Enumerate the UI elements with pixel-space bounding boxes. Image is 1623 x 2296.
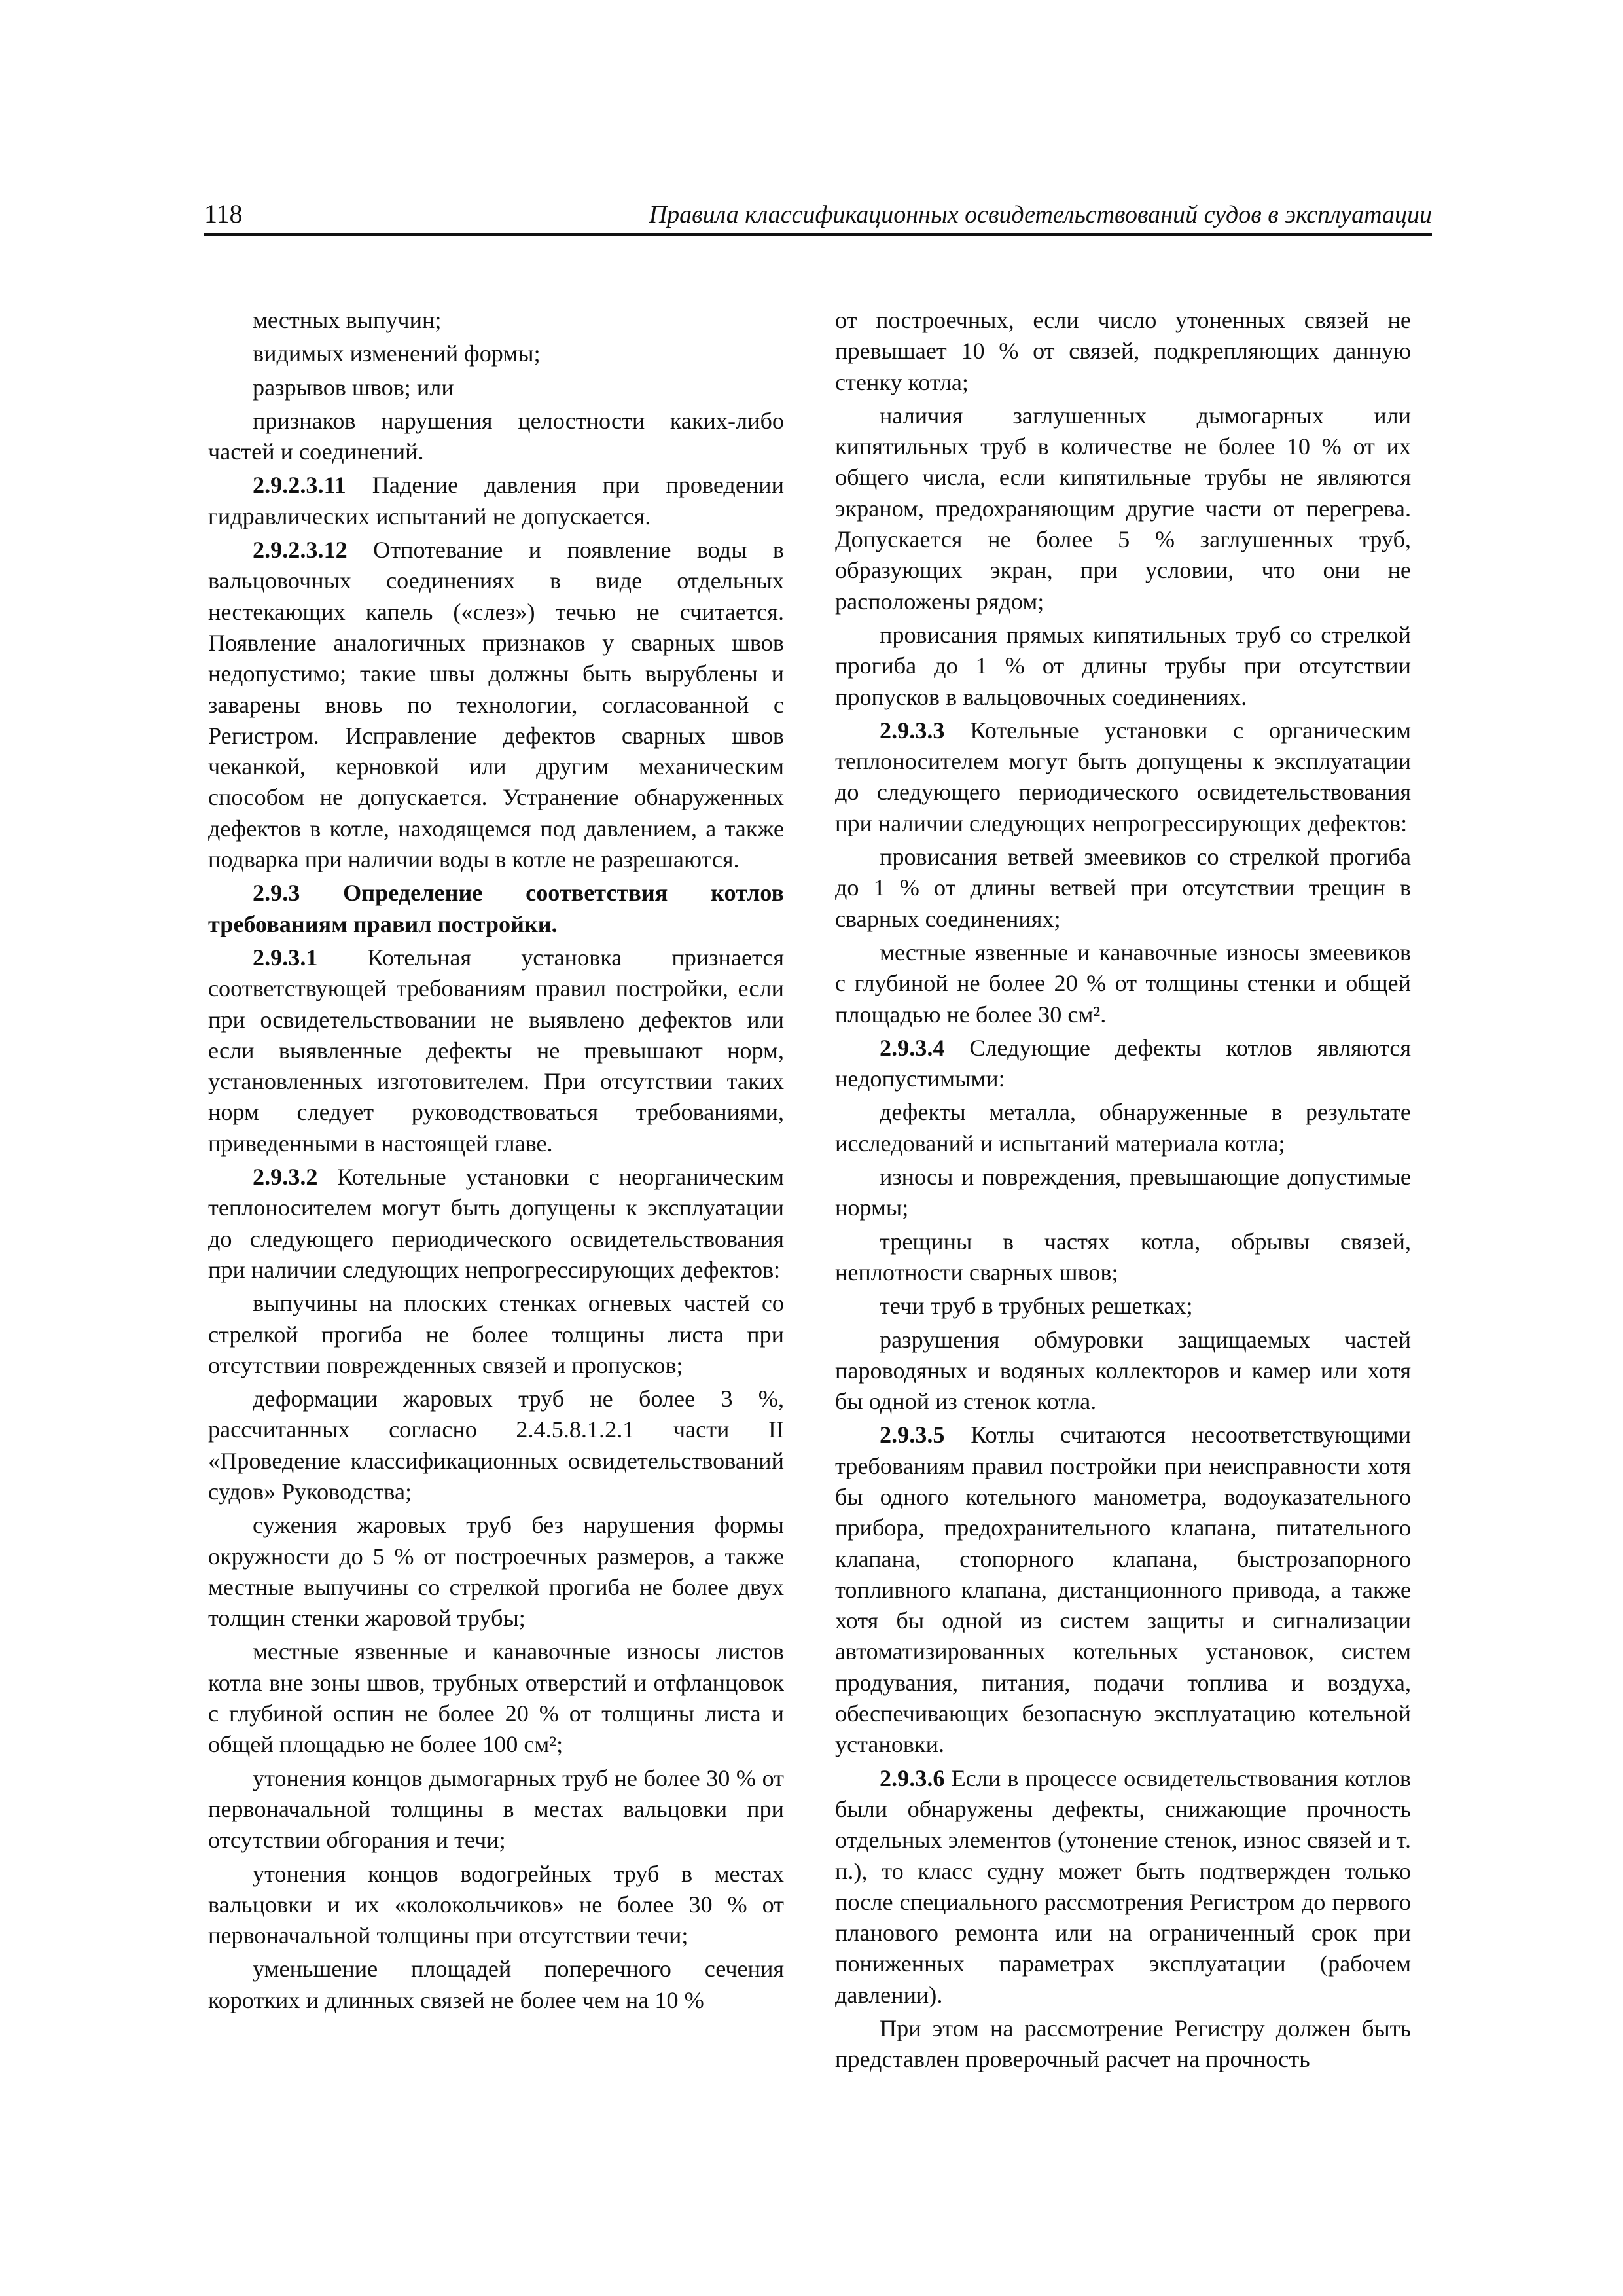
paragraph-text: видимых изменений формы; — [253, 340, 541, 367]
paragraph-text: разрушения обмуровки защищаемых частей пароводяных и водяных коллекторов и камер или хотя бы одной из стенок котла. — [835, 1326, 1411, 1415]
paragraph — [208, 470, 784, 532]
paragraph-text: износы и повреждения, превышающие допустимые нормы; — [835, 1164, 1411, 1221]
paragraph-text: трещины в частях котла, обрывы связей, неплотности сварных швов; — [835, 1228, 1411, 1285]
paragraph — [208, 1859, 784, 1952]
clause-number: 2.9.2.3.11 — [253, 472, 346, 499]
paragraph — [208, 1510, 784, 1634]
paragraph — [208, 1636, 784, 1760]
paragraph — [208, 878, 784, 940]
clause-number: 2.9.3.1 — [253, 944, 318, 971]
paragraph-text: местные язвенные и канавочные износы змеевиков с глубиной не более 20 % от толщины стенки и общей площадью не более 30 см². — [835, 939, 1411, 1028]
paragraph-text: сужения жаровых труб без нарушения формы окружности до 5 % от построечных размеров, а также местные выпучины со стрелкой прогиба не более двух толщин стенки жаровой трубы; — [208, 1512, 784, 1632]
paragraph-text: уменьшение площадей поперечного сечения коротких и длинных связей не более чем на 10 % — [208, 1956, 784, 2013]
paragraph-text: утонения концов водогрейных труб в местах вальцовки и их «колокольчиков» не более 30 % от первоначальной толщины при отсутствии течи; — [208, 1860, 784, 1949]
paragraph — [835, 1763, 1411, 2011]
paragraph-text: выпучины на плоских стенках огневых частей со стрелкой прогиба не более толщины листа при отсутствии поврежденных связей и пропусков; — [208, 1290, 784, 1378]
paragraph — [835, 715, 1411, 839]
paragraph — [835, 620, 1411, 713]
paragraph — [208, 305, 784, 336]
paragraph-text: Если в процессе освидетельствования котлов были обнаружены дефекты, снижающие прочность отдельных элементов (утонение стенок, износ связей и т. п.), то класс судну может быть подтвержден только после специального рассмотрения Регистром до первого планового ремонта или на ограниченный срок при пониженных параметрах эксплуатации (рабочем давлении). — [835, 1765, 1411, 2008]
paragraph — [835, 305, 1411, 398]
paragraph — [208, 1763, 784, 1856]
paragraph-text: от построечных, если число утоненных связей не превышает 10 % от связей, подкрепляющих данную стенку котла; — [835, 307, 1411, 395]
paragraph-text: местных выпучин; — [253, 307, 442, 333]
paragraph — [208, 535, 784, 875]
paragraph-text: местные язвенные и канавочные износы листов котла вне зоны швов, трубных отверстий и отфланцовок с глубиной оспин не более 20 % от толщины листа и общей площадью не более 100 см²; — [208, 1638, 784, 1758]
paragraph-text: течи труб в трубных решетках; — [880, 1293, 1193, 1319]
paragraph-text: провисания прямых кипятильных труб со стрелкой прогиба до 1 % от длины трубы при отсутствии пропусков в вальцовочных соединениях. — [835, 621, 1411, 710]
paragraph — [835, 1291, 1411, 1321]
paragraph-text: признаков нарушения целостности каких-либо частей и соединений. — [208, 407, 784, 465]
page-number: 118 — [204, 199, 243, 228]
clause-number: 2.9.3 — [253, 880, 300, 906]
clause-number: 2.9.3.6 — [880, 1765, 945, 1791]
clause-number: 2.9.3.4 — [880, 1034, 945, 1061]
left-column — [208, 305, 784, 2018]
paragraph-text: Котельная установка признается соответствующей требованиям правил постройки, если при освидетельствовании не выявлено дефектов или если выявленные дефекты не превышают норм, установленных изготовителем. При отсутствии таких норм следует руководствоваться требованиями, приведенными в настоящей главе. — [208, 944, 784, 1157]
paragraph-text: Котельные установки с неорганическим теплоносителем могут быть допущены к эксплуатации до следующего периодического освидетельствования при наличии следующих непрогрессирующих дефектов: — [208, 1164, 784, 1283]
paragraph-text: утонения концов дымогарных труб не более 30 % от первоначальной толщины в местах вальцовки при отсутствии обгорания и течи; — [208, 1765, 784, 1854]
paragraph — [835, 1420, 1411, 1760]
clause-number: 2.9.3.2 — [253, 1164, 318, 1191]
paragraph — [835, 1227, 1411, 1289]
clause-number: 2.9.3.3 — [880, 717, 945, 744]
paragraph — [208, 1288, 784, 1381]
paragraph-text: Следующие дефекты котлов являются недопустимыми: — [835, 1034, 1411, 1092]
right-column — [835, 305, 1411, 2078]
paragraph — [208, 1384, 784, 1507]
clause-number: 2.9.3.5 — [880, 1422, 945, 1448]
paragraph — [208, 406, 784, 468]
paragraph-text: деформации жаровых труб не более 3 %, рассчитанных согласно 2.4.5.8.1.2.1 части II «Проведение классификационных освидетельствований судов» Руководства; — [208, 1386, 784, 1505]
paragraph — [835, 401, 1411, 617]
paragraph-text: дефекты металла, обнаруженные в результате исследований и испытаний материала котла; — [835, 1099, 1411, 1157]
paragraph — [835, 1033, 1411, 1095]
paragraph-text: При этом на рассмотрение Регистру должен быть представлен проверочный расчет на прочность — [835, 2015, 1411, 2073]
paragraph — [835, 1325, 1411, 1418]
running-title: Правила классификационных освидетельствований судов в эксплуатации — [649, 201, 1432, 228]
paragraph-text: Отпотевание и появление воды в вальцовочных соединениях в виде отдельных нестекающих капель («слез») течью не считается. Появление аналогичных признаков у сварных швов недопустимо; такие швы должны быть вырублены и заварены вновь по технологии, согласованной с Регистром. Исправление дефектов сварных швов чеканкой, керновкой или другим механическим способом не допускается. Устранение обнаруженных дефектов в котле, находящемся под давлением, а также подварка при наличии воды в котле не разрешаются. — [208, 537, 784, 873]
paragraph — [208, 942, 784, 1159]
paragraph — [208, 338, 784, 369]
paragraph-text: Определение соответствия котлов требованиям правил постройки. — [208, 880, 784, 937]
paragraph — [835, 937, 1411, 1030]
paragraph — [835, 2013, 1411, 2075]
paragraph-text: наличия заглушенных дымогарных или кипятильных труб в количестве не более 10 % от их общего числа, если кипятильные трубы не являются экраном, предохраняющим другие части от перегрева. Допускается не более 5 % заглушенных труб, образующих экран, при условии, что они не расположены рядом; — [835, 402, 1411, 615]
paragraph-text: Котельные установки с органическим теплоносителем могут быть допущены к эксплуатации до следующего периодического освидетельствования при наличии следующих непрогрессирующих дефектов: — [835, 717, 1411, 836]
page-header — [204, 196, 1432, 236]
paragraph-text: Падение давления при проведении гидравлических испытаний не допускается. — [208, 472, 784, 529]
paragraph — [835, 842, 1411, 935]
paragraph-text: Котлы считаются несоответствующими требованиям правил постройки при неисправности хотя бы одного котельного манометра, водоуказательного прибора, предохранительного клапана, питательного клапана, стопорного клапана, быстрозапорного топливного клапана, дистанционного привода, а также хотя бы одной из систем защиты и сигнализации автоматизированных котельных установок, систем продувания, питания, подачи топлива и воздуха, обеспечивающих безопасную эксплуатацию котельной установки. — [835, 1422, 1411, 1758]
paragraph — [208, 1954, 784, 2016]
paragraph — [835, 1162, 1411, 1224]
paragraph — [208, 372, 784, 403]
paragraph — [208, 1162, 784, 1285]
clause-number: 2.9.2.3.12 — [253, 537, 348, 564]
paragraph-text: провисания ветвей змеевиков со стрелкой прогиба до 1 % от длины ветвей при отсутствии трещин в сварных соединениях; — [835, 844, 1411, 932]
paragraph-text: разрывов швов; или — [253, 374, 454, 401]
paragraph — [835, 1097, 1411, 1159]
